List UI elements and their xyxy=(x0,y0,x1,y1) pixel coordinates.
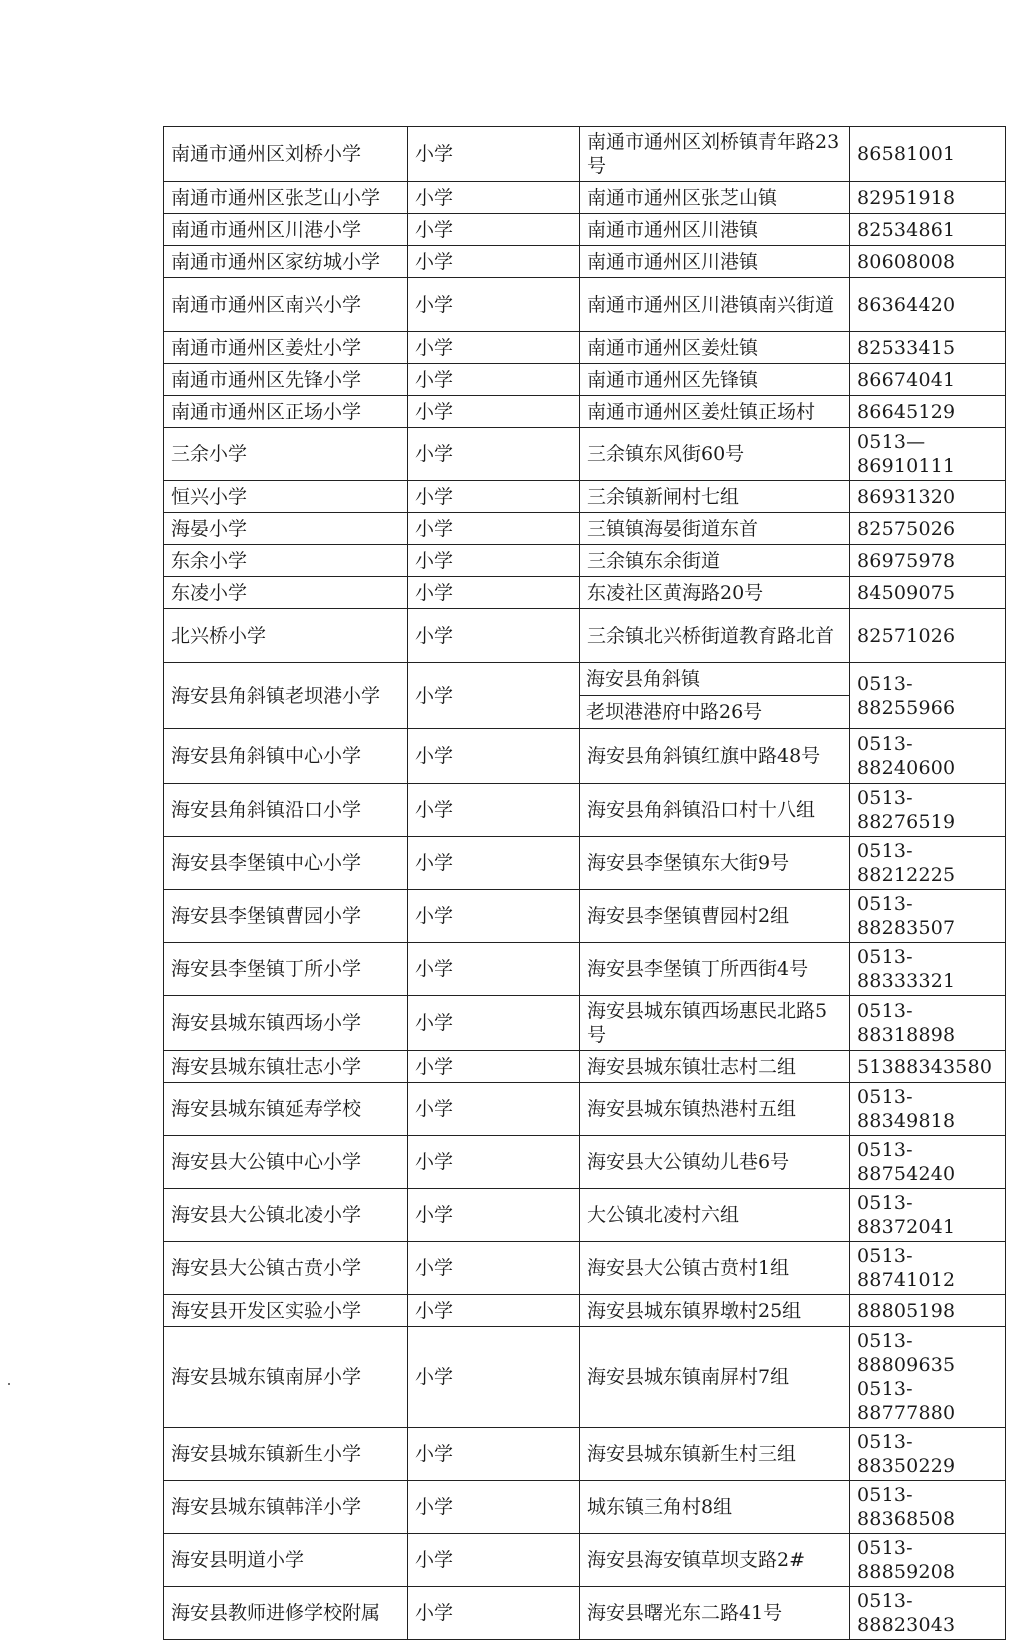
school-type-cell: 小学 xyxy=(408,890,580,943)
address-cell: 大公镇北凌村六组 xyxy=(580,1189,850,1242)
school-name-cell: 海安县城东镇延寿学校 xyxy=(164,1083,408,1136)
school-type-cell: 小学 xyxy=(408,1481,580,1534)
address-cell: 海安县李堡镇东大街9号 xyxy=(580,837,850,890)
school-name-cell: 南通市通州区姜灶小学 xyxy=(164,332,408,364)
table-row xyxy=(164,214,1006,246)
phone-cell: 86931320 xyxy=(850,481,1006,513)
school-name-cell: 海安县李堡镇曹园小学 xyxy=(164,890,408,943)
school-name-cell: 东凌小学 xyxy=(164,577,408,609)
phone-cell xyxy=(850,1327,1006,1428)
school-type-cell: 小学 xyxy=(408,1051,580,1083)
address-cell: 海安县李堡镇曹园村2组 xyxy=(580,890,850,943)
phone-cell: 0513-88255966 xyxy=(850,663,1006,729)
phone-cell: 88805198 xyxy=(850,1295,1006,1327)
school-directory-page xyxy=(163,126,1005,1640)
table-row xyxy=(164,943,1006,996)
phone-cell: 0513-88372041 xyxy=(850,1189,1006,1242)
address-cell: 南通市通州区川港镇 xyxy=(580,214,850,246)
phone-cell: 0513-88349818 xyxy=(850,1083,1006,1136)
school-name-cell: 海安县李堡镇丁所小学 xyxy=(164,943,408,996)
address-cell: 海安县城东镇壮志村二组 xyxy=(580,1051,850,1083)
school-name-cell: 海安县城东镇壮志小学 xyxy=(164,1051,408,1083)
school-name-cell: 海安县李堡镇中心小学 xyxy=(164,837,408,890)
table-row xyxy=(164,663,1006,729)
school-type-cell: 小学 xyxy=(408,1534,580,1587)
phone-cell: 0513-88741012 xyxy=(850,1242,1006,1295)
school-name-cell: 海安县开发区实验小学 xyxy=(164,1295,408,1327)
table-row xyxy=(164,1481,1006,1534)
school-name-cell: 海安县大公镇中心小学 xyxy=(164,1136,408,1189)
phone-cell: 0513-88212225 xyxy=(850,837,1006,890)
table-row xyxy=(164,1136,1006,1189)
table-row xyxy=(164,1242,1006,1295)
table-row xyxy=(164,1083,1006,1136)
school-name-cell: 东余小学 xyxy=(164,545,408,577)
phone-cell: 82571026 xyxy=(850,609,1006,663)
address-cell: 海安县李堡镇丁所西街4号 xyxy=(580,943,850,996)
address-cell: 海安县大公镇幼儿巷6号 xyxy=(580,1136,850,1189)
phone-cell: 0513-88283507 xyxy=(850,890,1006,943)
phone-cell: 82575026 xyxy=(850,513,1006,545)
table-row xyxy=(164,1189,1006,1242)
school-type-cell: 小学 xyxy=(408,1327,580,1428)
school-type-cell: 小学 xyxy=(408,1242,580,1295)
address-cell: 海安县城东镇界墩村25组 xyxy=(580,1295,850,1327)
school-name-cell: 南通市通州区家纺城小学 xyxy=(164,246,408,278)
school-type-cell: 小学 xyxy=(408,729,580,784)
table-row xyxy=(164,481,1006,513)
table-row xyxy=(164,364,1006,396)
school-name-cell: 海安县角斜镇中心小学 xyxy=(164,729,408,784)
phone-cell: 86581001 xyxy=(850,127,1006,182)
school-type-cell: 小学 xyxy=(408,837,580,890)
address-cell: 三镇镇海晏街道东首 xyxy=(580,513,850,545)
school-type-cell: 小学 xyxy=(408,943,580,996)
address-cell: 海安县曙光东二路41号 xyxy=(580,1587,850,1640)
phone-cell: 0513-88318898 xyxy=(850,996,1006,1051)
school-type-cell: 小学 xyxy=(408,513,580,545)
table-row xyxy=(164,996,1006,1051)
school-type-cell: 小学 xyxy=(408,1428,580,1481)
address-line: 老坝港港府中路26号 xyxy=(580,695,849,728)
school-name-cell: 北兴桥小学 xyxy=(164,609,408,663)
table-row xyxy=(164,1428,1006,1481)
table-row xyxy=(164,729,1006,784)
scan-speck xyxy=(8,1383,10,1385)
school-type-cell: 小学 xyxy=(408,784,580,837)
phone-cell: 82533415 xyxy=(850,332,1006,364)
phone-cell: 80608008 xyxy=(850,246,1006,278)
address-cell xyxy=(580,663,850,729)
school-name-cell: 海晏小学 xyxy=(164,513,408,545)
phone-cell: 86645129 xyxy=(850,396,1006,428)
school-directory-table xyxy=(163,126,1006,1640)
table-row xyxy=(164,1534,1006,1587)
school-name-cell: 海安县城东镇西场小学 xyxy=(164,996,408,1051)
address-cell: 南通市通州区刘桥镇青年路23号 xyxy=(580,127,850,182)
school-name-cell: 海安县明道小学 xyxy=(164,1534,408,1587)
table-row xyxy=(164,246,1006,278)
address-cell: 海安县海安镇草坝支路2# xyxy=(580,1534,850,1587)
address-cell: 南通市通州区张芝山镇 xyxy=(580,182,850,214)
table-row xyxy=(164,332,1006,364)
school-name-cell: 海安县城东镇新生小学 xyxy=(164,1428,408,1481)
school-name-cell: 恒兴小学 xyxy=(164,481,408,513)
school-type-cell: 小学 xyxy=(408,663,580,729)
phone-cell: 82951918 xyxy=(850,182,1006,214)
school-type-cell: 小学 xyxy=(408,127,580,182)
school-type-cell: 小学 xyxy=(408,332,580,364)
address-cell: 三余镇东风街60号 xyxy=(580,428,850,481)
school-type-cell: 小学 xyxy=(408,481,580,513)
school-type-cell: 小学 xyxy=(408,364,580,396)
school-name-cell: 南通市通州区川港小学 xyxy=(164,214,408,246)
table-row xyxy=(164,837,1006,890)
phone-cell: 84509075 xyxy=(850,577,1006,609)
school-type-cell: 小学 xyxy=(408,1587,580,1640)
table-row xyxy=(164,127,1006,182)
address-cell: 东凌社区黄海路20号 xyxy=(580,577,850,609)
phone-cell: 0513-88350229 xyxy=(850,1428,1006,1481)
school-name-cell: 海安县城东镇韩洋小学 xyxy=(164,1481,408,1534)
school-name-cell: 海安县角斜镇老坝港小学 xyxy=(164,663,408,729)
school-type-cell: 小学 xyxy=(408,1136,580,1189)
address-cell: 南通市通州区先锋镇 xyxy=(580,364,850,396)
table-row xyxy=(164,182,1006,214)
school-name-cell: 南通市通州区正场小学 xyxy=(164,396,408,428)
school-type-cell: 小学 xyxy=(408,1083,580,1136)
address-cell: 海安县大公镇古贲村1组 xyxy=(580,1242,850,1295)
table-row xyxy=(164,784,1006,837)
school-type-cell: 小学 xyxy=(408,246,580,278)
address-cell: 南通市通州区姜灶镇 xyxy=(580,332,850,364)
table-row xyxy=(164,513,1006,545)
table-row xyxy=(164,396,1006,428)
address-cell: 海安县城东镇南屏村7组 xyxy=(580,1327,850,1428)
address-cell: 南通市通州区川港镇南兴街道 xyxy=(580,278,850,332)
school-name-cell: 南通市通州区先锋小学 xyxy=(164,364,408,396)
phone-cell: 0513-88333321 xyxy=(850,943,1006,996)
phone-cell: 0513-88368508 xyxy=(850,1481,1006,1534)
table-row xyxy=(164,577,1006,609)
school-name-cell: 南通市通州区刘桥小学 xyxy=(164,127,408,182)
school-name-cell: 海安县大公镇北凌小学 xyxy=(164,1189,408,1242)
phone-cell: 86674041 xyxy=(850,364,1006,396)
address-cell: 三余镇北兴桥街道教育路北首 xyxy=(580,609,850,663)
address-cell: 海安县城东镇热港村五组 xyxy=(580,1083,850,1136)
school-type-cell: 小学 xyxy=(408,577,580,609)
table-row xyxy=(164,1051,1006,1083)
phone-cell: 51388343580 xyxy=(850,1051,1006,1083)
table-row xyxy=(164,1587,1006,1640)
school-name-cell: 海安县教师进修学校附属 xyxy=(164,1587,408,1640)
table-row xyxy=(164,1327,1006,1428)
phone-cell: 0513-88754240 xyxy=(850,1136,1006,1189)
address-cell: 城东镇三角村8组 xyxy=(580,1481,850,1534)
address-line: 海安县角斜镇 xyxy=(586,668,701,690)
phone-cell: 86364420 xyxy=(850,278,1006,332)
school-type-cell: 小学 xyxy=(408,396,580,428)
table-row xyxy=(164,609,1006,663)
address-cell: 南通市通州区姜灶镇正场村 xyxy=(580,396,850,428)
school-type-cell: 小学 xyxy=(408,996,580,1051)
phone-line: 0513-88777880 xyxy=(857,1378,956,1424)
school-type-cell: 小学 xyxy=(408,1189,580,1242)
address-cell: 海安县城东镇新生村三组 xyxy=(580,1428,850,1481)
phone-cell: 0513-88823043 xyxy=(850,1587,1006,1640)
address-cell: 海安县角斜镇沿口村十八组 xyxy=(580,784,850,837)
school-name-cell: 海安县大公镇古贲小学 xyxy=(164,1242,408,1295)
table-row xyxy=(164,890,1006,943)
phone-cell: 0513-88276519 xyxy=(850,784,1006,837)
address-cell: 海安县城东镇西场惠民北路5号 xyxy=(580,996,850,1051)
phone-line: 0513-88809635 xyxy=(857,1330,956,1376)
school-type-cell: 小学 xyxy=(408,428,580,481)
school-type-cell: 小学 xyxy=(408,545,580,577)
address-cell: 三余镇新闸村七组 xyxy=(580,481,850,513)
school-name-cell: 南通市通州区南兴小学 xyxy=(164,278,408,332)
table-row xyxy=(164,278,1006,332)
school-type-cell: 小学 xyxy=(408,278,580,332)
school-name-cell: 南通市通州区张芝山小学 xyxy=(164,182,408,214)
phone-cell: 0513-88240600 xyxy=(850,729,1006,784)
school-name-cell: 三余小学 xyxy=(164,428,408,481)
address-cell: 海安县角斜镇红旗中路48号 xyxy=(580,729,850,784)
address-cell: 三余镇东余街道 xyxy=(580,545,850,577)
phone-cell: 0513-88859208 xyxy=(850,1534,1006,1587)
school-name-cell: 海安县城东镇南屏小学 xyxy=(164,1327,408,1428)
table-row xyxy=(164,1295,1006,1327)
school-type-cell: 小学 xyxy=(408,214,580,246)
phone-cell: 0513—86910111 xyxy=(850,428,1006,481)
table-body xyxy=(164,127,1006,1640)
school-type-cell: 小学 xyxy=(408,609,580,663)
school-name-cell: 海安县角斜镇沿口小学 xyxy=(164,784,408,837)
table-row xyxy=(164,545,1006,577)
table-row xyxy=(164,428,1006,481)
school-type-cell: 小学 xyxy=(408,1295,580,1327)
phone-cell: 82534861 xyxy=(850,214,1006,246)
address-cell: 南通市通州区川港镇 xyxy=(580,246,850,278)
phone-cell: 86975978 xyxy=(850,545,1006,577)
school-type-cell: 小学 xyxy=(408,182,580,214)
